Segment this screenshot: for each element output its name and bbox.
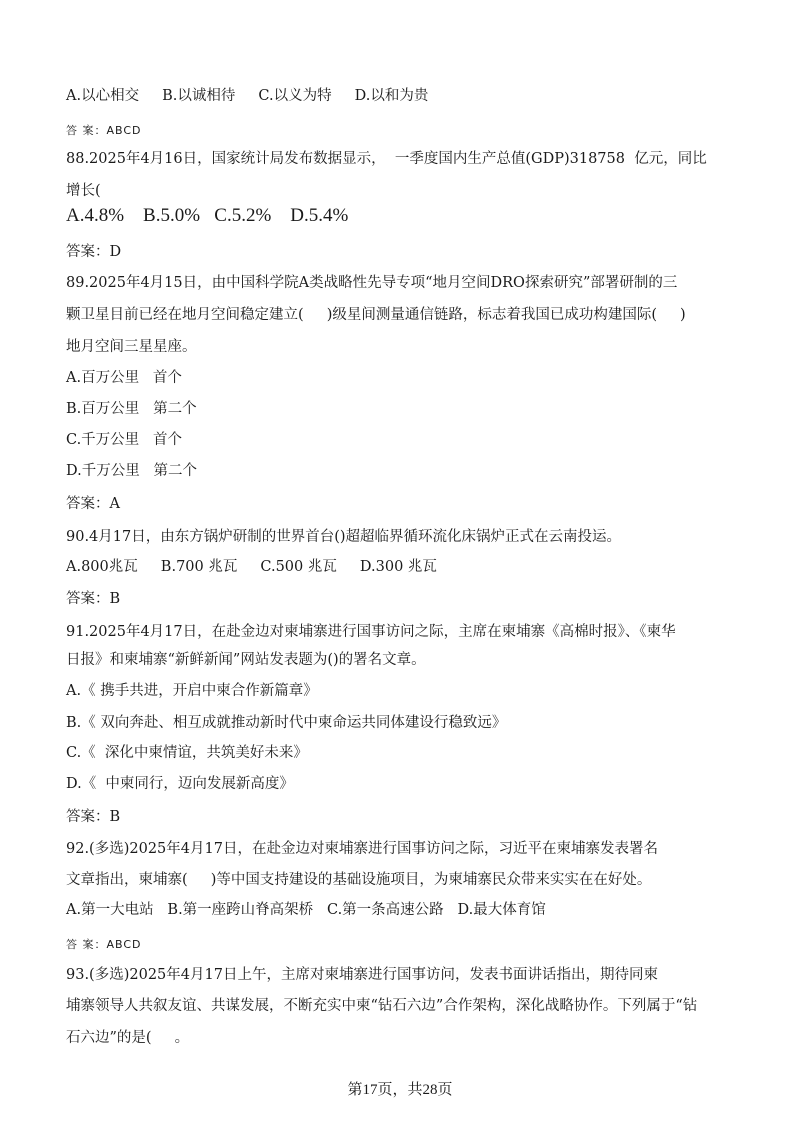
q91-option-d: D.《 中柬同行，迈向发展新高度》 (66, 776, 294, 792)
q89-option-b: B.百万公里 第二个 (66, 401, 197, 417)
q89-stem-line3: 地月空间三星星座。 (66, 339, 197, 355)
q89-option-a: A.百万公里 首个 (66, 370, 182, 386)
q88-options: A.4.8% B.5.0% C.5.2% D.5.4% (66, 205, 349, 226)
q89-stem-line2: 颗卫星目前已经在地月空间稳定建立( )级星间测量通信链路，标志着我国已成功构建国际( ) (66, 307, 686, 323)
q93-stem-line2: 埔寨领导人共叙友谊、共谋发展，不断充实中柬“钻石六边”合作架构，深化战略协作。下列属于“钻 (66, 998, 698, 1014)
q88-stem-line2: 增长( (66, 183, 101, 199)
q92-options: A.第一大电站 B.第一座跨山脊高架桥 C.第一条高速公路 D.最大体育馆 (66, 902, 546, 918)
q91-option-a: A.《 携手共进，开启中柬合作新篇章》 (66, 683, 318, 699)
q92-stem-line2: 文章指出，柬埔寨( )等中国支持建设的基础设施项目，为柬埔寨民众带来实实在在好处。 (66, 872, 652, 888)
q93-stem-line3: 石六边”的是( 。 (66, 1030, 190, 1046)
q91-stem-line1: 91.2025年4月17日，在赴金边对柬埔寨进行国事访问之际，主席在柬埔寨《高棉时报》、《柬华 (66, 624, 676, 640)
q89-stem-line1: 89.2025年4月15日，由中国科学院A类战略性先导专项“地月空间DRO探索研究”部署研制的三 (66, 275, 678, 291)
q92-stem-line1: 92.(多选)2025年4月17日，在赴金边对柬埔寨进行国事访问之际，习近平在柬埔寨发表署名 (66, 841, 658, 857)
q90-answer: 答案：B (66, 591, 121, 607)
q91-stem-line2: 日报》和柬埔寨“新鲜新闻”网站发表题为()的署名文章。 (66, 652, 426, 668)
q88-stem-line1: 88.2025年4月16日，国家统计局发布数据显示， 一季度国内生产总值(GDP)318758 亿元，同比 (66, 151, 707, 167)
q91-answer: 答案：B (66, 809, 121, 825)
q90-options: A.800兆瓦 B.700 兆瓦 C.500 兆瓦 D.300 兆瓦 (66, 559, 437, 575)
q88-answer: 答案：D (66, 244, 122, 260)
q89-option-d: D.千万公里 第二个 (66, 463, 198, 479)
q89-answer: 答案：A (66, 496, 120, 512)
q92-answer: 答 案：ABCD (66, 938, 142, 951)
q91-option-b: B.《 双向奔赴、相互成就推动新时代中柬命运共同体建设行稳致远》 (66, 715, 507, 731)
q87-answer: 答 案：ABCD (66, 124, 142, 137)
q93-stem-line1: 93.(多选)2025年4月17日上午，主席对柬埔寨进行国事访问，发表书面讲话指出，期待同柬 (66, 967, 658, 983)
q91-option-c: C.《 深化中柬情谊，共筑美好未来》 (66, 745, 308, 761)
q90-stem: 90.4月17日，由东方锅炉研制的世界首台()超超临界循环流化床锅炉正式在云南投运。 (66, 529, 622, 545)
q87-options: A.以心相交 B.以诚相待 C.以义为特 D.以和为贵 (66, 88, 429, 104)
page-number-footer: 第17页，共28页 (347, 1082, 453, 1098)
q89-option-c: C.千万公里 首个 (66, 432, 183, 448)
